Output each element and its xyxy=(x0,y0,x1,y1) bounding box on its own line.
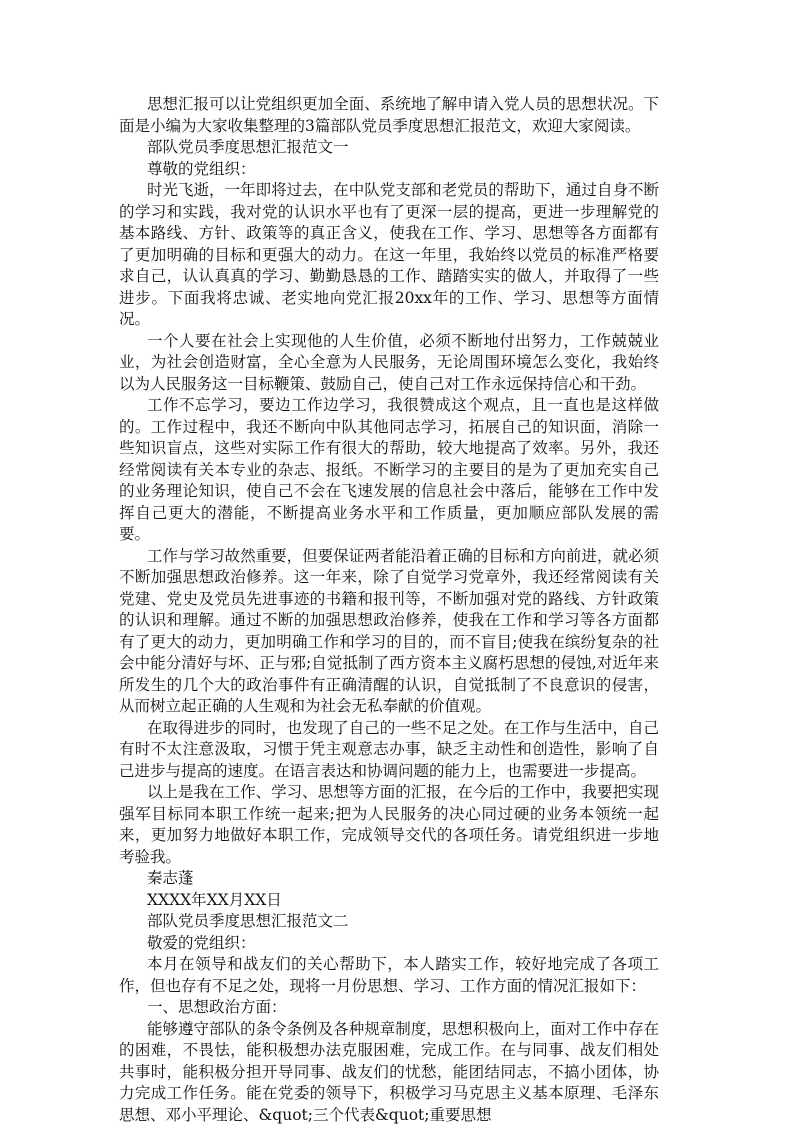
article1-paragraph-1: 时光飞逝，一年即将过去，在中队党支部和老党员的帮助下，通过自身不断的学习和实践，我对党的认识水平也有了更深一层的提高，更进一步理解党的基本路线、方针、政策等的真正含义，使我在工作、学习、思想等各方面都有了更加明确的目标和更强大的动力。在这一年里，我始终以党员的标准严格要求自己，认认真真的学习、勤勤恳恳的工作、踏踏实实的做人，并取得了一些进步。下面我将忠诚、老实地向党汇报20xx年的工作、学习、思想等方面情况。 xyxy=(119,180,659,331)
article1-title: 部队党员季度思想汇报范文一 xyxy=(119,137,659,159)
article1-paragraph-2: 一个人要在社会上实现他的人生价值，必须不断地付出努力，工作兢兢业业，为社会创造财富，全心全意为人民服务，无论周围环境怎么变化，我始终以为人民服务这一目标鞭策、鼓励自己，使自己对工作永远保持信心和干劲。 xyxy=(119,331,659,396)
intro-paragraph: 思想汇报可以让党组织更加全面、系统地了解申请入党人员的思想状况。下面是小编为大家收集整理的3篇部队党员季度思想汇报范文，欢迎大家阅读。 xyxy=(119,94,659,137)
article2-title: 部队党员季度思想汇报范文二 xyxy=(119,911,659,933)
document-page xyxy=(119,94,659,1126)
article1-salutation: 尊敬的党组织： xyxy=(119,159,659,181)
article2-paragraph-2: 能够遵守部队的条令条例及各种规章制度，思想积极向上，面对工作中存在的困难，不畏怯，能积极想办法克服困难，完成工作。在与同事、战友们相处共事时，能积极分担开导同事、战友们的忧愁，能团结同志，不搞小团体，协力完成工作任务。能在党委的领导下，积极学习马克思主义基本原理、毛泽东思想、邓小平理论、&quot;三个代表&quot;重要思想 xyxy=(119,1019,659,1126)
article1-paragraph-3: 工作不忘学习，要边工作边学习，我很赞成这个观点，且一直也是这样做的。工作过程中，我还不断向中队其他同志学习，拓展自己的知识面，消除一些知识盲点，这些对实际工作有很大的帮助，较大地提高了效率。另外，我还经常阅读有关本专业的杂志、报纸。不断学习的主要目的是为了更加充实自己的业务理论知识，使自己不会在飞速发展的信息社会中落后，能够在工作中发挥自己更大的潜能，不断提高业务水平和工作质量，更加顺应部队发展的需要。 xyxy=(119,395,659,546)
article2-paragraph-1: 本月在领导和战友们的关心帮助下，本人踏实工作，较好地完成了各项工作，但也存有不足之处，现将一月份思想、学习、工作方面的情况汇报如下： xyxy=(119,954,659,997)
article1-date: XXXX年XX月XX日 xyxy=(119,890,659,912)
article1-signature: 秦志蓬 xyxy=(119,868,659,890)
article1-paragraph-5: 在取得进步的同时，也发现了自己的一些不足之处。在工作与生活中，自己有时不太注意汲取，习惯于凭主观意志办事，缺乏主动性和创造性，影响了自己进步与提高的速度。在语言表达和协调问题的能力上，也需要进一步提高。 xyxy=(119,718,659,783)
article1-paragraph-4: 工作与学习故然重要，但要保证两者能沿着正确的目标和方向前进，就必须不断加强思想政治修养。这一年来，除了自觉学习党章外，我还经常阅读有关党建、党史及党员先进事迹的书籍和报刊等，不断加强对党的路线、方针政策的认识和理解。通过不断的加强思想政治修养，使我在工作和学习等各方面都有了更大的动力，更加明确工作和学习的目的，而不盲目;使我在缤纷复杂的社会中能分清好与坏、正与邪;自觉抵制了西方资本主义腐朽思想的侵蚀,对近年来所发生的几个大的政治事件有正确清醒的认识，自觉抵制了不良意识的侵害，从而树立起正确的人生观和为社会无私奉献的价值观。 xyxy=(119,546,659,718)
article2-section-heading: 一、思想政治方面： xyxy=(119,997,659,1019)
article2-salutation: 敬爱的党组织： xyxy=(119,933,659,955)
article1-paragraph-6: 以上是我在工作、学习、思想等方面的汇报，在今后的工作中，我要把实现强军目标同本职工作统一起来;把为人民服务的决心同过硬的业务本领统一起来，更加努力地做好本职工作，完成领导交代的各项任务。请党组织进一步地考验我。 xyxy=(119,782,659,868)
